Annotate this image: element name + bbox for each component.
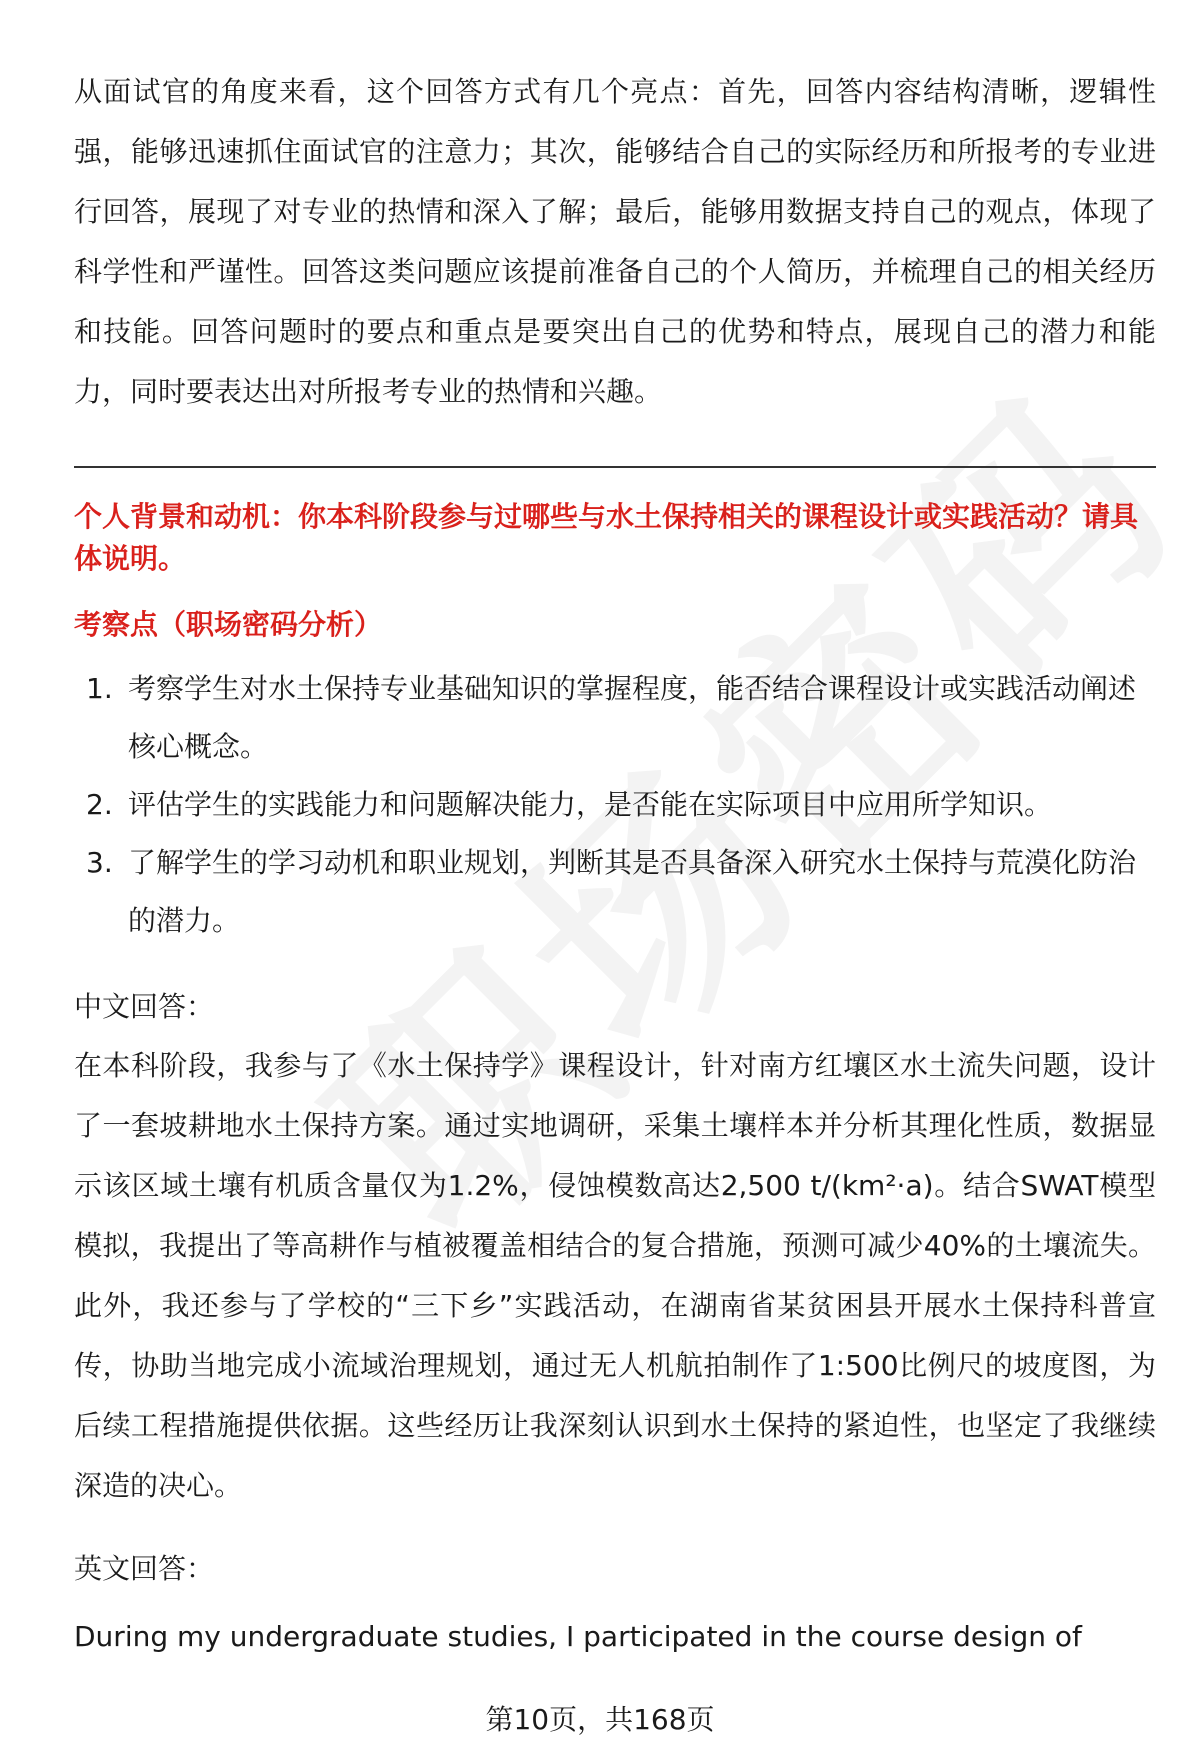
page-number: 第10页，共168页 <box>485 1703 715 1736</box>
intro-paragraph: 从面试官的角度来看，这个回答方式有几个亮点：首先，回答内容结构清晰，逻辑性强，能够迅速抓住面试官的注意力；其次，能够结合自己的实际经历和所报考的专业进行回答，展现了对专业的热情和深入了解；最后，能够用数据支持自己的观点，体现了科学性和严谨性。回答这类问题应该提前准备自己的个人简历，并梳理自己的相关经历和技能。回答问题时的要点和重点是要突出自己的优势和特点，展现自己的潜力和能力，同时要表达出对所报考专业的热情和兴趣。 <box>74 75 1156 408</box>
assessment-points-heading: 考察点（职场密码分析） <box>74 608 383 641</box>
section-divider <box>74 466 1156 468</box>
list-item <box>74 776 1156 834</box>
list-item <box>74 834 1156 950</box>
list-item-number: 2. <box>86 788 113 821</box>
question-title: 个人背景和动机：你本科阶段参与过哪些与水土保持相关的课程设计或实践活动？请具体说明。 <box>74 500 1139 575</box>
assessment-points-list <box>74 660 1156 950</box>
list-item <box>74 660 1156 776</box>
list-item-number: 3. <box>86 846 113 879</box>
english-answer-text: During my undergraduate studies, I participated in the course design of <box>74 1620 1082 1653</box>
english-answer-label: 英文回答： <box>74 1552 215 1585</box>
list-item-text: 考察学生对水土保持专业基础知识的掌握程度，能否结合课程设计或实践活动阐述核心概念。 <box>128 672 1137 763</box>
document-page <box>74 62 1156 1666</box>
list-item-number: 1. <box>86 672 113 705</box>
list-item-text: 了解学生的学习动机和职业规划，判断其是否具备深入研究水土保持与荒漠化防治的潜力。 <box>128 846 1137 937</box>
chinese-answer-text: 在本科阶段，我参与了《水土保持学》课程设计，针对南方红壤区水土流失问题，设计了一套坡耕地水土保持方案。通过实地调研，采集土壤样本并分析其理化性质，数据显示该区域土壤有机质含量仅为1.2%，侵蚀模数高达2,500 t/(km²·a)。结合SWAT模型模拟，我提出了等高耕作与植被覆盖相结合的复合措施，预测可减少40%的土壤流失。此外，我还参与了学校的“三下乡”实践活动，在湖南省某贫困县开展水土保持科普宣传，协助当地完成小流域治理规划，通过无人机航拍制作了1:500比例尺的坡度图，为后续工程措施提供依据。这些经历让我深刻认识到水土保持的紧迫性，也坚定了我继续深造的决心。 <box>74 1049 1156 1502</box>
list-item-text: 评估学生的实践能力和问题解决能力，是否能在实际项目中应用所学知识。 <box>128 788 1053 821</box>
chinese-answer-label: 中文回答： <box>74 990 215 1023</box>
